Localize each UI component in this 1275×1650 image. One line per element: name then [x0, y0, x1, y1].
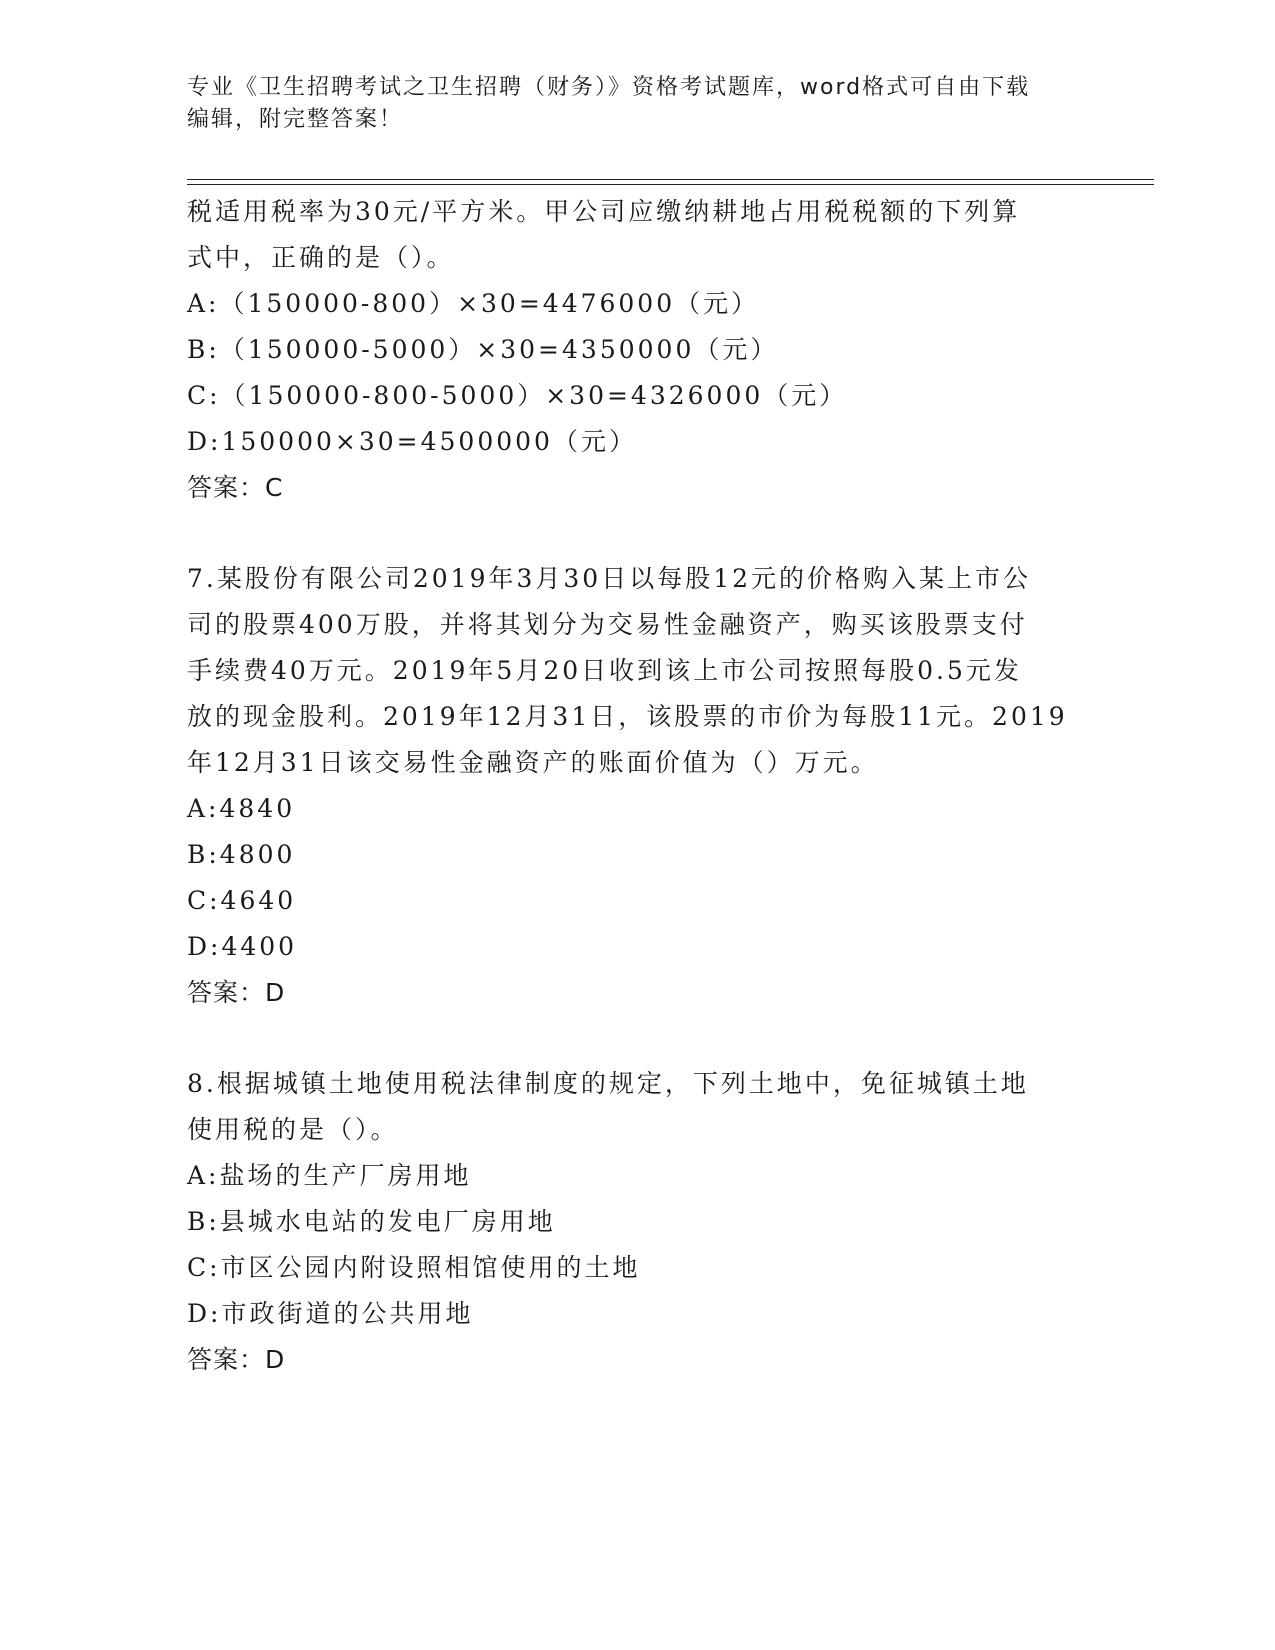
question-stem-line: 7.某股份有限公司2019年3月30日以每股12元的价格购入某上市公: [187, 564, 1032, 593]
option-c: C:（150000-800-5000）×30=4326000（元）: [187, 381, 848, 410]
question-stem-line: 年12月31日该交易性金融资产的账面价值为（）万元。: [187, 748, 879, 777]
option-b: B:4800: [187, 840, 296, 869]
header-divider-bottom: [187, 184, 1154, 185]
option-a: A:4840: [187, 794, 296, 823]
header-line-1: 专业《卫生招聘考试之卫生招聘（财务）》资格考试题库，word格式可自由下载: [187, 75, 1031, 100]
question-7: [187, 556, 1087, 1016]
header-line-2: 编辑，附完整答案！: [187, 107, 404, 132]
answer-label: 答案：C: [187, 473, 284, 502]
option-a: A:（150000-800）×30=4476000（元）: [187, 289, 760, 318]
question-8: [187, 1061, 1087, 1383]
option-a: A:盐场的生产厂房用地: [187, 1161, 472, 1190]
question-stem-line: 手续费40万元。2019年5月20日收到该上市公司按照每股0.5元发: [187, 656, 1022, 685]
question-spacer: [187, 1016, 1087, 1061]
option-d: D:4400: [187, 932, 298, 961]
header-divider-top: [187, 179, 1154, 180]
option-b: B:县城水电站的发电厂房用地: [187, 1207, 556, 1236]
question-stem-line: 8.根据城镇土地使用税法律制度的规定，下列土地中，免征城镇土地: [187, 1069, 1029, 1098]
question-stem-line: 使用税的是（）。: [187, 1115, 399, 1144]
question-stem-line: 放的现金股利。2019年12月31日，该股票的市价为每股11元。2019: [187, 702, 1068, 731]
option-c: C:4640: [187, 886, 297, 915]
question-stem-line: 式中，正确的是（）。: [187, 243, 455, 272]
question-6: [187, 189, 1087, 511]
page-header: [187, 72, 1067, 136]
option-c: C:市区公园内附设照相馆使用的土地: [187, 1253, 641, 1282]
question-stem-line: 税适用税率为30元/平方米。甲公司应缴纳耕地占用税税额的下列算: [187, 197, 1021, 226]
document-body: [187, 189, 1087, 1383]
option-d: D:150000×30=4500000（元）: [187, 427, 637, 456]
option-b: B:（150000-5000）×30=4350000（元）: [187, 335, 779, 364]
question-spacer: [187, 511, 1087, 556]
option-d: D:市政街道的公共用地: [187, 1299, 474, 1328]
answer-label: 答案：D: [187, 978, 286, 1007]
answer-label: 答案：D: [187, 1345, 286, 1374]
question-stem-line: 司的股票400万股，并将其划分为交易性金融资产，购买该股票支付: [187, 610, 1028, 639]
